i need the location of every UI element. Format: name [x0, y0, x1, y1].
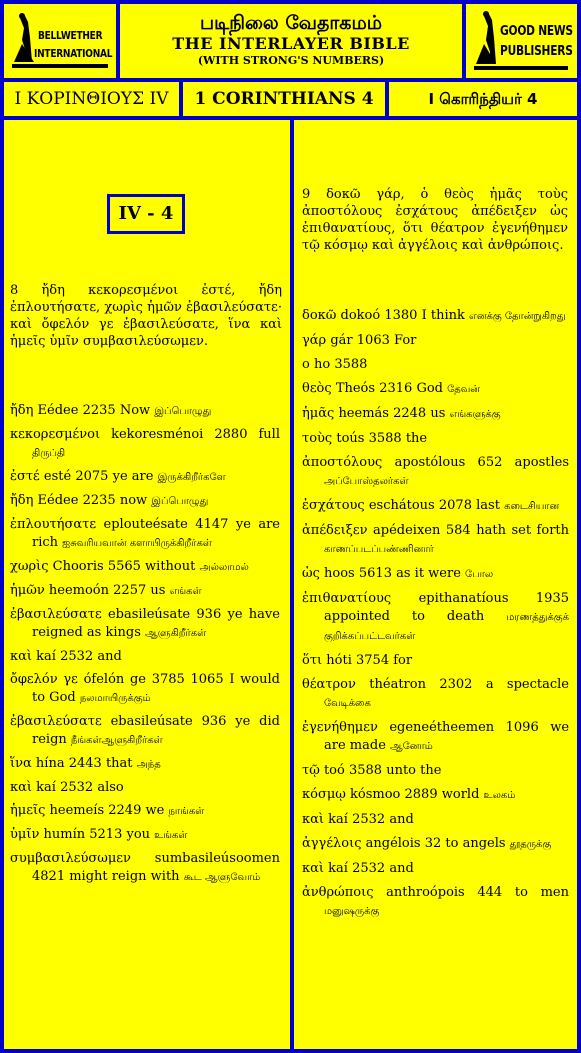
transliteration: kaí [36, 649, 56, 664]
english-gloss: for [393, 653, 413, 668]
word-entry [302, 762, 569, 780]
english-gloss: For [394, 333, 417, 348]
strongs-number: 2248 [393, 406, 427, 421]
transliteration: ebasileúsate [107, 607, 191, 622]
word-entry [10, 779, 280, 797]
tamil-gloss: இருக்கிறீர்களே [157, 472, 226, 483]
english-gloss: appointed to death [324, 609, 485, 624]
strongs-number: 2235 [82, 403, 116, 418]
greek-word: ὄφελόν γε [10, 672, 78, 687]
word-entry [302, 430, 569, 448]
word-entry [10, 516, 280, 553]
greek-word: ἡμῶν [10, 583, 45, 598]
transliteration: apostólous [394, 455, 466, 470]
word-entry [10, 558, 280, 577]
greek-word: ἐστέ [10, 469, 40, 484]
chapter-badge: IV - 4 [107, 194, 185, 234]
word-entry [302, 835, 569, 854]
title-tamil: படிநிலை வேதாகமம் [199, 12, 383, 34]
english-gloss: and [389, 861, 414, 876]
transliteration: kekoresménoi [111, 427, 204, 442]
strongs-number: 2316 [379, 381, 413, 396]
greek-word: ἀποστόλους [302, 455, 383, 470]
strongs-number: 2532 [60, 649, 94, 664]
greek-word: ὑμῖν [10, 827, 40, 842]
transliteration: anthroópois [386, 885, 465, 900]
english-gloss: ye did reign [32, 714, 280, 747]
strongs-number: 936 [196, 607, 222, 622]
tamil-gloss: மனுஷருக்கு [324, 906, 380, 917]
english-gloss: last [476, 498, 500, 513]
book-greek-label: Ι ΚΟΡΙΝΘΙΟΥΣ IV [14, 89, 169, 109]
tamil-gloss: கடைசியான [504, 501, 560, 512]
word-entry [302, 719, 569, 756]
word-entry [10, 826, 280, 845]
tamil-gloss: போல [465, 569, 494, 580]
strongs-number: 3588 [348, 763, 383, 778]
greek-word: ἵνα [10, 756, 32, 771]
tamil-gloss: மரணத்துக்குக் குறிக்கப்பட்டவர்கள் [324, 612, 569, 642]
greek-word: κεκορεσμένοι [10, 427, 101, 442]
strongs-number: 2443 [68, 756, 102, 771]
word-entry [10, 468, 280, 487]
english-gloss: that [105, 756, 133, 771]
tamil-gloss: தேவன் [447, 384, 481, 395]
word-entry [10, 648, 280, 666]
english-gloss: to angels [445, 836, 506, 851]
transliteration: théatron [369, 677, 426, 692]
greek-word: ἐβασιλεύσατε [10, 607, 102, 622]
tamil-gloss: உலகம் [483, 790, 516, 801]
book-tamil-label: I கொரிந்தியர் 4 [428, 90, 538, 108]
greek-word: ο [302, 357, 310, 372]
strongs-number: 2235 [82, 493, 116, 508]
greek-word: καὶ [10, 780, 33, 795]
tamil-gloss: அல்லாமல் [199, 562, 249, 573]
english-gloss: world [441, 787, 480, 802]
greek-word: ἀγγέλοις [302, 836, 362, 851]
english-gloss: God [416, 381, 443, 396]
strongs-number: 3588 [368, 431, 402, 446]
english-gloss: ye are rich [32, 517, 280, 550]
word-entry [302, 332, 569, 350]
book-title-english [183, 82, 385, 116]
strongs-number: 32 [424, 836, 442, 851]
english-gloss: ye are [112, 469, 154, 484]
tamil-gloss: காணப்படப்பண்ணினார் [324, 544, 434, 555]
tamil-gloss: எனக்கு தோன்றுகிறது [469, 311, 566, 322]
book-english-label: 1 CORINTHIANS 4 [194, 89, 374, 109]
transliteration: apédeixen [373, 523, 441, 538]
english-gloss: Now [119, 403, 151, 418]
transliteration: heemoón [48, 583, 110, 598]
transliteration: eschátous [368, 498, 435, 513]
strongs-number: 2078 [438, 498, 472, 513]
logo-line-2: PUBLISHERS [500, 44, 573, 59]
strongs-number: 5565 [107, 559, 141, 574]
word-entry [10, 606, 280, 643]
verse-8-text: 8 ἤδη κεκορεσμένοι ἐστέ, ἤδη ἐπλουτήσατε, χωρὶς ἡμῶν ἐβασιλεύσατε· καὶ ὄφελόν γε ἐβασιλεύσατε, ἵνα καὶ ἡμεῖς ὑμῖν συμβασιλεύσωμεν. [10, 283, 282, 349]
strongs-number: 2257 [113, 583, 147, 598]
transliteration: Eédee [37, 493, 79, 508]
strongs-number: 5613 [358, 566, 392, 581]
transliteration: toó [323, 763, 345, 778]
strongs-number: 4147 [195, 517, 229, 532]
tamil-gloss: அப்போஸ்தலர்கள் [324, 476, 409, 487]
english-gloss: ye have reigned as kings [32, 607, 280, 640]
tamil-gloss: நலமாயிருக்கும் [79, 693, 151, 704]
greek-word: τῷ [302, 763, 320, 778]
english-gloss: us [430, 406, 446, 421]
transliteration: ebasileúsate [110, 714, 193, 729]
word-entry [302, 590, 569, 646]
transliteration: Eédee [37, 403, 79, 418]
strongs-number: 1380 [384, 308, 418, 323]
greek-word: κόσμῳ [302, 787, 346, 802]
strongs-number: 2880 [214, 427, 248, 442]
bellwether-logo [4, 4, 116, 78]
transliteration: hína [35, 756, 65, 771]
greek-word: ὅτι [302, 653, 323, 668]
tamil-gloss: இப்பொழுது [151, 496, 209, 507]
greek-word: ἀνθρώποις [302, 885, 374, 900]
word-entry [302, 497, 569, 516]
word-entry [10, 671, 280, 708]
transliteration: Chooris [52, 559, 104, 574]
transliteration: dokoó [340, 308, 381, 323]
greek-word: δοκῶ [302, 308, 337, 323]
greek-word: ἀπέδειξεν [302, 523, 368, 538]
strongs-number: 2249 [108, 803, 142, 818]
transliteration: heemeís [49, 803, 105, 818]
strongs-number: 3588 [334, 357, 368, 372]
word-entry [302, 565, 569, 584]
transliteration: esté [43, 469, 72, 484]
transliteration: gár [330, 333, 353, 348]
book-title-greek [4, 82, 179, 116]
greek-word: ἐπλουτήσατε [10, 517, 97, 532]
transliteration: kósmoo [350, 787, 401, 802]
strongs-number: 584 [445, 523, 471, 538]
word-entry [302, 860, 569, 878]
word-entry [10, 850, 280, 887]
strongs-number: 3754 [356, 653, 390, 668]
english-gloss: we are made [324, 720, 570, 753]
greek-word: ἐσχάτους [302, 498, 365, 513]
good-news-logo [466, 4, 577, 78]
greek-word: καὶ [302, 861, 325, 876]
tamil-gloss: தூதருக்கு [509, 839, 552, 850]
transliteration: hoos [324, 566, 355, 581]
word-entry [302, 356, 569, 374]
english-gloss: now [119, 493, 148, 508]
english-gloss: I think [421, 308, 465, 323]
tamil-gloss: திருப்தி [32, 448, 66, 459]
english-gloss: and [389, 812, 414, 827]
transliteration: eplouteésate [103, 517, 188, 532]
strongs-number: 2889 [404, 787, 438, 802]
transliteration: kaí [328, 861, 348, 876]
english-gloss: the [405, 431, 428, 446]
transliteration: kaí [36, 780, 56, 795]
transliteration: hóti [326, 653, 352, 668]
english-gloss: and [97, 649, 122, 664]
tamil-gloss: ஆளுகிறீர்கள் [145, 628, 207, 639]
strongs-number: 2532 [352, 812, 386, 827]
right-column [294, 120, 577, 1049]
strongs-number: 1096 [505, 720, 539, 735]
greek-word: τοὺς [302, 431, 333, 446]
tamil-gloss: எங்கள் [169, 586, 202, 597]
english-gloss: a spectacle [485, 677, 569, 692]
strongs-number: 1063 [356, 333, 390, 348]
word-entry [302, 676, 569, 713]
transliteration: heemás [338, 406, 389, 421]
title-subtitle: (WITH STRONG'S NUMBERS) [197, 54, 385, 67]
tamil-gloss: இப்பொழுது [154, 406, 212, 417]
greek-word: ἡμεῖς [10, 803, 46, 818]
logo-line-2: INTERNATIONAL [34, 47, 113, 60]
tamil-gloss: நாங்கள் [168, 806, 205, 817]
strongs-number: 5213 [89, 827, 123, 842]
greek-word: συμβασιλεύσωμεν [10, 851, 131, 866]
english-gloss: unto the [386, 763, 442, 778]
transliteration: Theós [335, 381, 376, 396]
transliteration: humín [43, 827, 86, 842]
word-entry [10, 492, 280, 511]
transliteration: epithanatíous [418, 591, 509, 606]
tamil-gloss: எங்களுக்கு [449, 409, 501, 420]
tamil-gloss: ஆனோம் [390, 741, 433, 752]
strongs-number: 2302 [439, 677, 473, 692]
english-gloss: apostles [514, 455, 569, 470]
strongs-number: 2532 [60, 780, 94, 795]
logo-line-1: BELLWETHER [38, 29, 103, 42]
english-gloss: full [258, 427, 280, 442]
greek-word: θέατρον [302, 677, 356, 692]
verse-9-text: 9 δοκῶ γάρ, ὁ θεὸς ἡμᾶς τοὺς ἀποστόλους ἐσχάτους ἀπέδειξεν ὡς ἐπιθανατίους, ὅτι θέατρον ἐγενήθημεν τῷ κόσμῳ καὶ ἀγγέλοις καὶ ἀνθρώποις. [302, 187, 568, 253]
strongs-number: 444 [477, 885, 503, 900]
strongs-number: 4821 [32, 869, 66, 884]
english-gloss: without [145, 559, 196, 574]
left-column [4, 120, 290, 1049]
word-entry [10, 426, 280, 463]
transliteration: angélois [365, 836, 421, 851]
greek-word: ἐγενήθημεν [302, 720, 378, 735]
word-entry [10, 755, 280, 774]
english-gloss: we [145, 803, 165, 818]
strongs-number: 1935 [535, 591, 569, 606]
word-entry [302, 811, 569, 829]
transliteration: egeneétheemen [389, 720, 495, 735]
greek-word: γάρ [302, 333, 327, 348]
word-entry [302, 307, 569, 326]
word-entry [302, 884, 569, 921]
tamil-gloss: ஐசுவரியவான் களாயிருக்கிறீர்கள் [62, 538, 212, 549]
greek-word: ἡμᾶς [302, 406, 335, 421]
transliteration: sumbasileúsoomen [154, 851, 280, 866]
english-gloss: as it were [396, 566, 461, 581]
title-main: THE INTERLAYER BIBLE [172, 34, 410, 53]
english-gloss: might reign with [69, 869, 180, 884]
english-gloss: to men [514, 885, 569, 900]
word-list-left [10, 402, 280, 892]
praying-figure-icon [466, 4, 577, 78]
title-block [120, 4, 462, 78]
english-gloss: also [97, 780, 124, 795]
transliteration: kaí [328, 812, 348, 827]
greek-word: καὶ [302, 812, 325, 827]
word-entry [10, 582, 280, 601]
greek-word: ὡς [302, 566, 320, 581]
greek-word: ἤδη [10, 493, 34, 508]
word-entry [302, 522, 569, 559]
tamil-gloss: வேடிக்கை [324, 698, 371, 709]
tamil-gloss: உங்கள் [154, 830, 188, 841]
greek-word: χωρὶς [10, 559, 49, 574]
word-entry [10, 713, 280, 750]
tamil-gloss: கூட ஆளுவோம் [183, 872, 261, 883]
english-gloss: hath set forth [476, 523, 570, 538]
greek-word: θεὸς [302, 381, 332, 396]
logo-line-1: GOOD NEWS [500, 24, 573, 39]
strongs-number: 936 [201, 714, 227, 729]
strongs-number: 3785 1065 [151, 672, 224, 687]
word-entry [302, 380, 569, 399]
word-entry [10, 802, 280, 821]
greek-word: ἐβασιλεύσατε [10, 714, 102, 729]
word-entry [10, 402, 280, 421]
word-entry [302, 652, 569, 670]
book-title-tamil [389, 82, 577, 116]
english-gloss: you [126, 827, 151, 842]
strongs-number: 652 [477, 455, 503, 470]
transliteration: ófelón ge [83, 672, 146, 687]
word-entry [302, 786, 569, 805]
tamil-gloss: நீங்கள்ஆளுகிறீர்கள் [70, 735, 163, 746]
greek-word: καὶ [10, 649, 33, 664]
word-entry [302, 405, 569, 424]
word-entry [302, 454, 569, 491]
greek-word: ἐπιθανατίους [302, 591, 392, 606]
greek-word: ἤδη [10, 403, 34, 418]
transliteration: ho [313, 357, 331, 372]
strongs-number: 2532 [352, 861, 386, 876]
word-list-right [302, 307, 569, 927]
english-gloss: I would to God [32, 672, 280, 705]
transliteration: toús [336, 431, 365, 446]
tamil-gloss: அந்த [136, 759, 161, 770]
strongs-number: 2075 [75, 469, 109, 484]
english-gloss: us [150, 583, 166, 598]
